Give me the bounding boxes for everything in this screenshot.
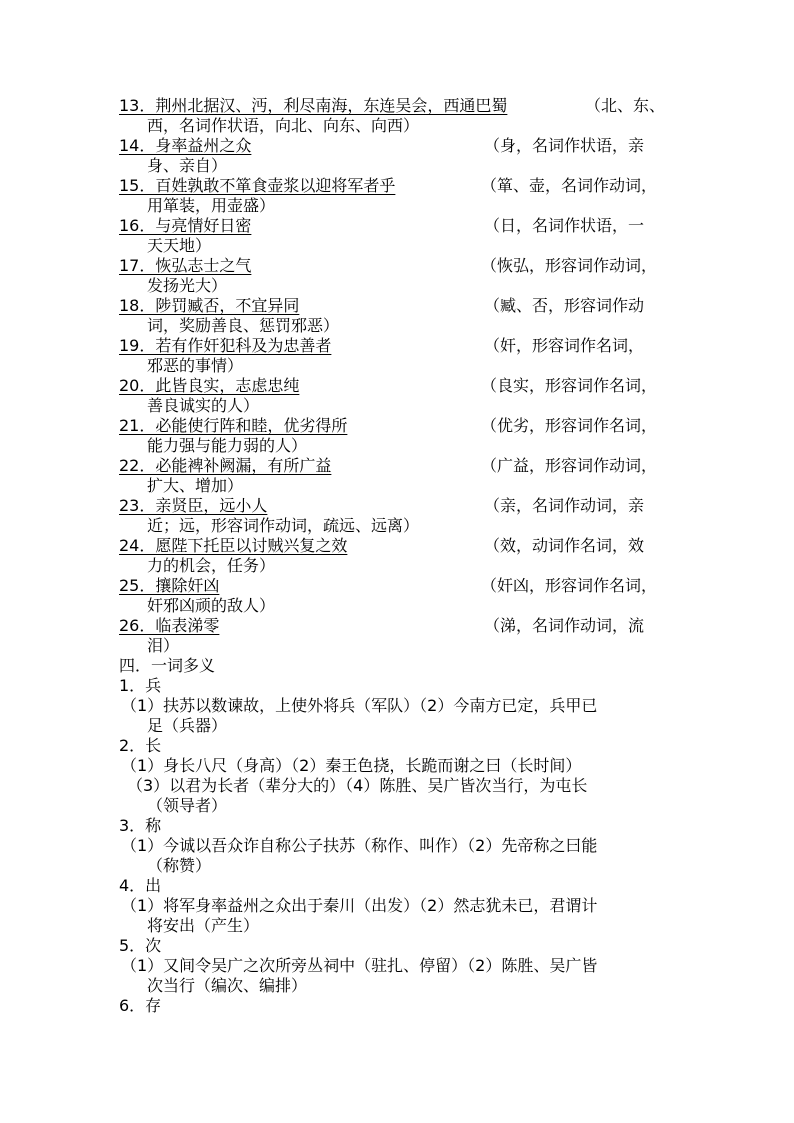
usage-text: 将安出（产生） bbox=[147, 916, 260, 935]
word-usage bbox=[0, 956, 794, 976]
word-label: 5．次 bbox=[119, 936, 162, 955]
note-cont: 能力强与能力弱的人） bbox=[147, 436, 308, 455]
note: （臧、否，形容词作动 bbox=[484, 296, 645, 315]
note-cont: 扩大、增加） bbox=[147, 476, 244, 495]
usage-text: （1）又间令吴广之次所旁丛祠中（驻扎、停留）（2）陈胜、吴广皆 bbox=[121, 956, 598, 975]
note-cont: 近；远，形容词作动词，疏远、远离） bbox=[147, 516, 420, 535]
list-item-cont bbox=[0, 236, 794, 256]
note: （身，名词作状语，亲 bbox=[484, 136, 645, 155]
word-usage bbox=[0, 756, 794, 776]
list-item-cont bbox=[0, 436, 794, 456]
usage-text: （1）扶苏以数谏故，上使外将兵（军队）（2）今南方已定，兵甲已 bbox=[121, 696, 598, 715]
list-item bbox=[0, 416, 794, 436]
sentence: 19．若有作奸犯科及为忠善者 bbox=[119, 336, 332, 355]
word-usage-cont bbox=[0, 916, 794, 936]
word-heading bbox=[0, 996, 794, 1016]
sentence: 21．必能使行阵和睦，优劣得所 bbox=[119, 416, 348, 435]
word-heading bbox=[0, 676, 794, 696]
note: （广益，形容词作动词， bbox=[481, 456, 658, 475]
note: （良实，形容词作名词， bbox=[481, 376, 658, 395]
sentence: 16．与亮情好日密 bbox=[119, 216, 252, 235]
list-item-cont bbox=[0, 356, 794, 376]
note-cont: 身、亲自） bbox=[147, 156, 228, 175]
note: （恢弘，形容词作动词， bbox=[481, 256, 658, 275]
sentence: 14．身率益州之众 bbox=[119, 136, 252, 155]
note: （日，名词作状语，一 bbox=[484, 216, 645, 235]
list-item-cont bbox=[0, 476, 794, 496]
note-cont: 邪恶的事情） bbox=[147, 356, 244, 375]
word-label: 1．兵 bbox=[119, 676, 162, 695]
list-item bbox=[0, 336, 794, 356]
list-item bbox=[0, 176, 794, 196]
word-usage bbox=[0, 776, 794, 796]
list-item-cont bbox=[0, 196, 794, 216]
note-cont: 力的机会，任务） bbox=[147, 556, 276, 575]
word-heading bbox=[0, 736, 794, 756]
note: （箪、壶，名词作动词， bbox=[481, 176, 658, 195]
sentence: 23．亲贤臣，远小人 bbox=[119, 496, 268, 515]
note: （优劣，形容词作名词， bbox=[481, 416, 658, 435]
sentence: 26．临表涕零 bbox=[119, 616, 220, 635]
word-label: 3．称 bbox=[119, 816, 162, 835]
list-item-cont bbox=[0, 596, 794, 616]
usage-text: （称赞） bbox=[147, 856, 212, 875]
word-heading bbox=[0, 936, 794, 956]
list-item bbox=[0, 136, 794, 156]
note-cont: 奸邪凶顽的敌人） bbox=[147, 596, 276, 615]
note: （奸，形容词作名词， bbox=[484, 336, 645, 355]
list-item bbox=[0, 536, 794, 556]
list-item bbox=[0, 376, 794, 396]
word-heading bbox=[0, 816, 794, 836]
section-title: 四．一词多义 bbox=[119, 656, 216, 675]
list-item bbox=[0, 296, 794, 316]
word-label: 4．出 bbox=[119, 876, 162, 895]
sentence: 13．荆州北据汉、沔，利尽南海，东连吴会，西通巴蜀 bbox=[119, 96, 508, 115]
list-item-cont bbox=[0, 396, 794, 416]
list-item bbox=[0, 216, 794, 236]
note: （涕，名词作动词，流 bbox=[484, 616, 645, 635]
word-usage bbox=[0, 836, 794, 856]
usage-text: （1）今诚以吾众诈自称公子扶苏（称作、叫作）（2）先帝称之曰能 bbox=[121, 836, 598, 855]
word-usage-cont bbox=[0, 796, 794, 816]
usage-text: 足（兵器） bbox=[147, 716, 228, 735]
note: （奸凶，形容词作名词， bbox=[481, 576, 658, 595]
word-usage bbox=[0, 896, 794, 916]
word-usage-cont bbox=[0, 856, 794, 876]
list-item-cont bbox=[0, 276, 794, 296]
note: （效，动词作名词，效 bbox=[484, 536, 645, 555]
list-item-cont bbox=[0, 556, 794, 576]
note: （亲，名词作动词，亲 bbox=[484, 496, 645, 515]
list-item bbox=[0, 96, 794, 116]
note-cont: 发扬光大） bbox=[147, 276, 228, 295]
list-item-cont bbox=[0, 116, 794, 136]
list-item-cont bbox=[0, 156, 794, 176]
usage-text: （3）以君为长者（辈分大的）（4）陈胜、吴广皆次当行，为屯长 bbox=[127, 776, 588, 795]
note-cont: 天天地） bbox=[147, 236, 212, 255]
list-item bbox=[0, 256, 794, 276]
section-heading bbox=[0, 656, 794, 676]
list-item bbox=[0, 616, 794, 636]
sentence: 20．此皆良实，志虑忠纯 bbox=[119, 376, 300, 395]
note-cont: 词，奖励善良、惩罚邪恶） bbox=[147, 316, 340, 335]
note-cont: 西，名词作状语，向北、向东、向西） bbox=[147, 116, 420, 135]
word-label: 6．存 bbox=[119, 996, 162, 1015]
note-cont: 用箪装，用壶盛） bbox=[147, 196, 276, 215]
sentence: 18．陟罚臧否，不宜异同 bbox=[119, 296, 300, 315]
sentence: 22．必能裨补阙漏，有所广益 bbox=[119, 456, 332, 475]
note-cont: 泪） bbox=[147, 636, 180, 655]
sentence: 17．恢弘志士之气 bbox=[119, 256, 252, 275]
sentence: 24．愿陛下托臣以讨贼兴复之效 bbox=[119, 536, 348, 555]
list-item-cont bbox=[0, 316, 794, 336]
note-cont: 善良诚实的人） bbox=[147, 396, 260, 415]
usage-text: （领导者） bbox=[147, 796, 228, 815]
note: （北、东、 bbox=[585, 96, 666, 115]
word-usage bbox=[0, 696, 794, 716]
word-usage-cont bbox=[0, 716, 794, 736]
list-item-cont bbox=[0, 636, 794, 656]
word-heading bbox=[0, 876, 794, 896]
word-label: 2．长 bbox=[119, 736, 162, 755]
usage-text: 次当行（编次、编排） bbox=[147, 976, 308, 995]
list-item bbox=[0, 576, 794, 596]
list-item-cont bbox=[0, 516, 794, 536]
sentence: 25．攘除奸凶 bbox=[119, 576, 220, 595]
word-usage-cont bbox=[0, 976, 794, 996]
list-item bbox=[0, 496, 794, 516]
list-item bbox=[0, 456, 794, 476]
usage-text: （1）身长八尺（身高）（2）秦王色挠，长跪而谢之曰（长时间） bbox=[121, 756, 582, 775]
usage-text: （1）将军身率益州之众出于秦川（出发）（2）然志犹未已，君谓计 bbox=[121, 896, 598, 915]
sentence: 15．百姓孰敢不箪食壶浆以迎将军者乎 bbox=[119, 176, 396, 195]
